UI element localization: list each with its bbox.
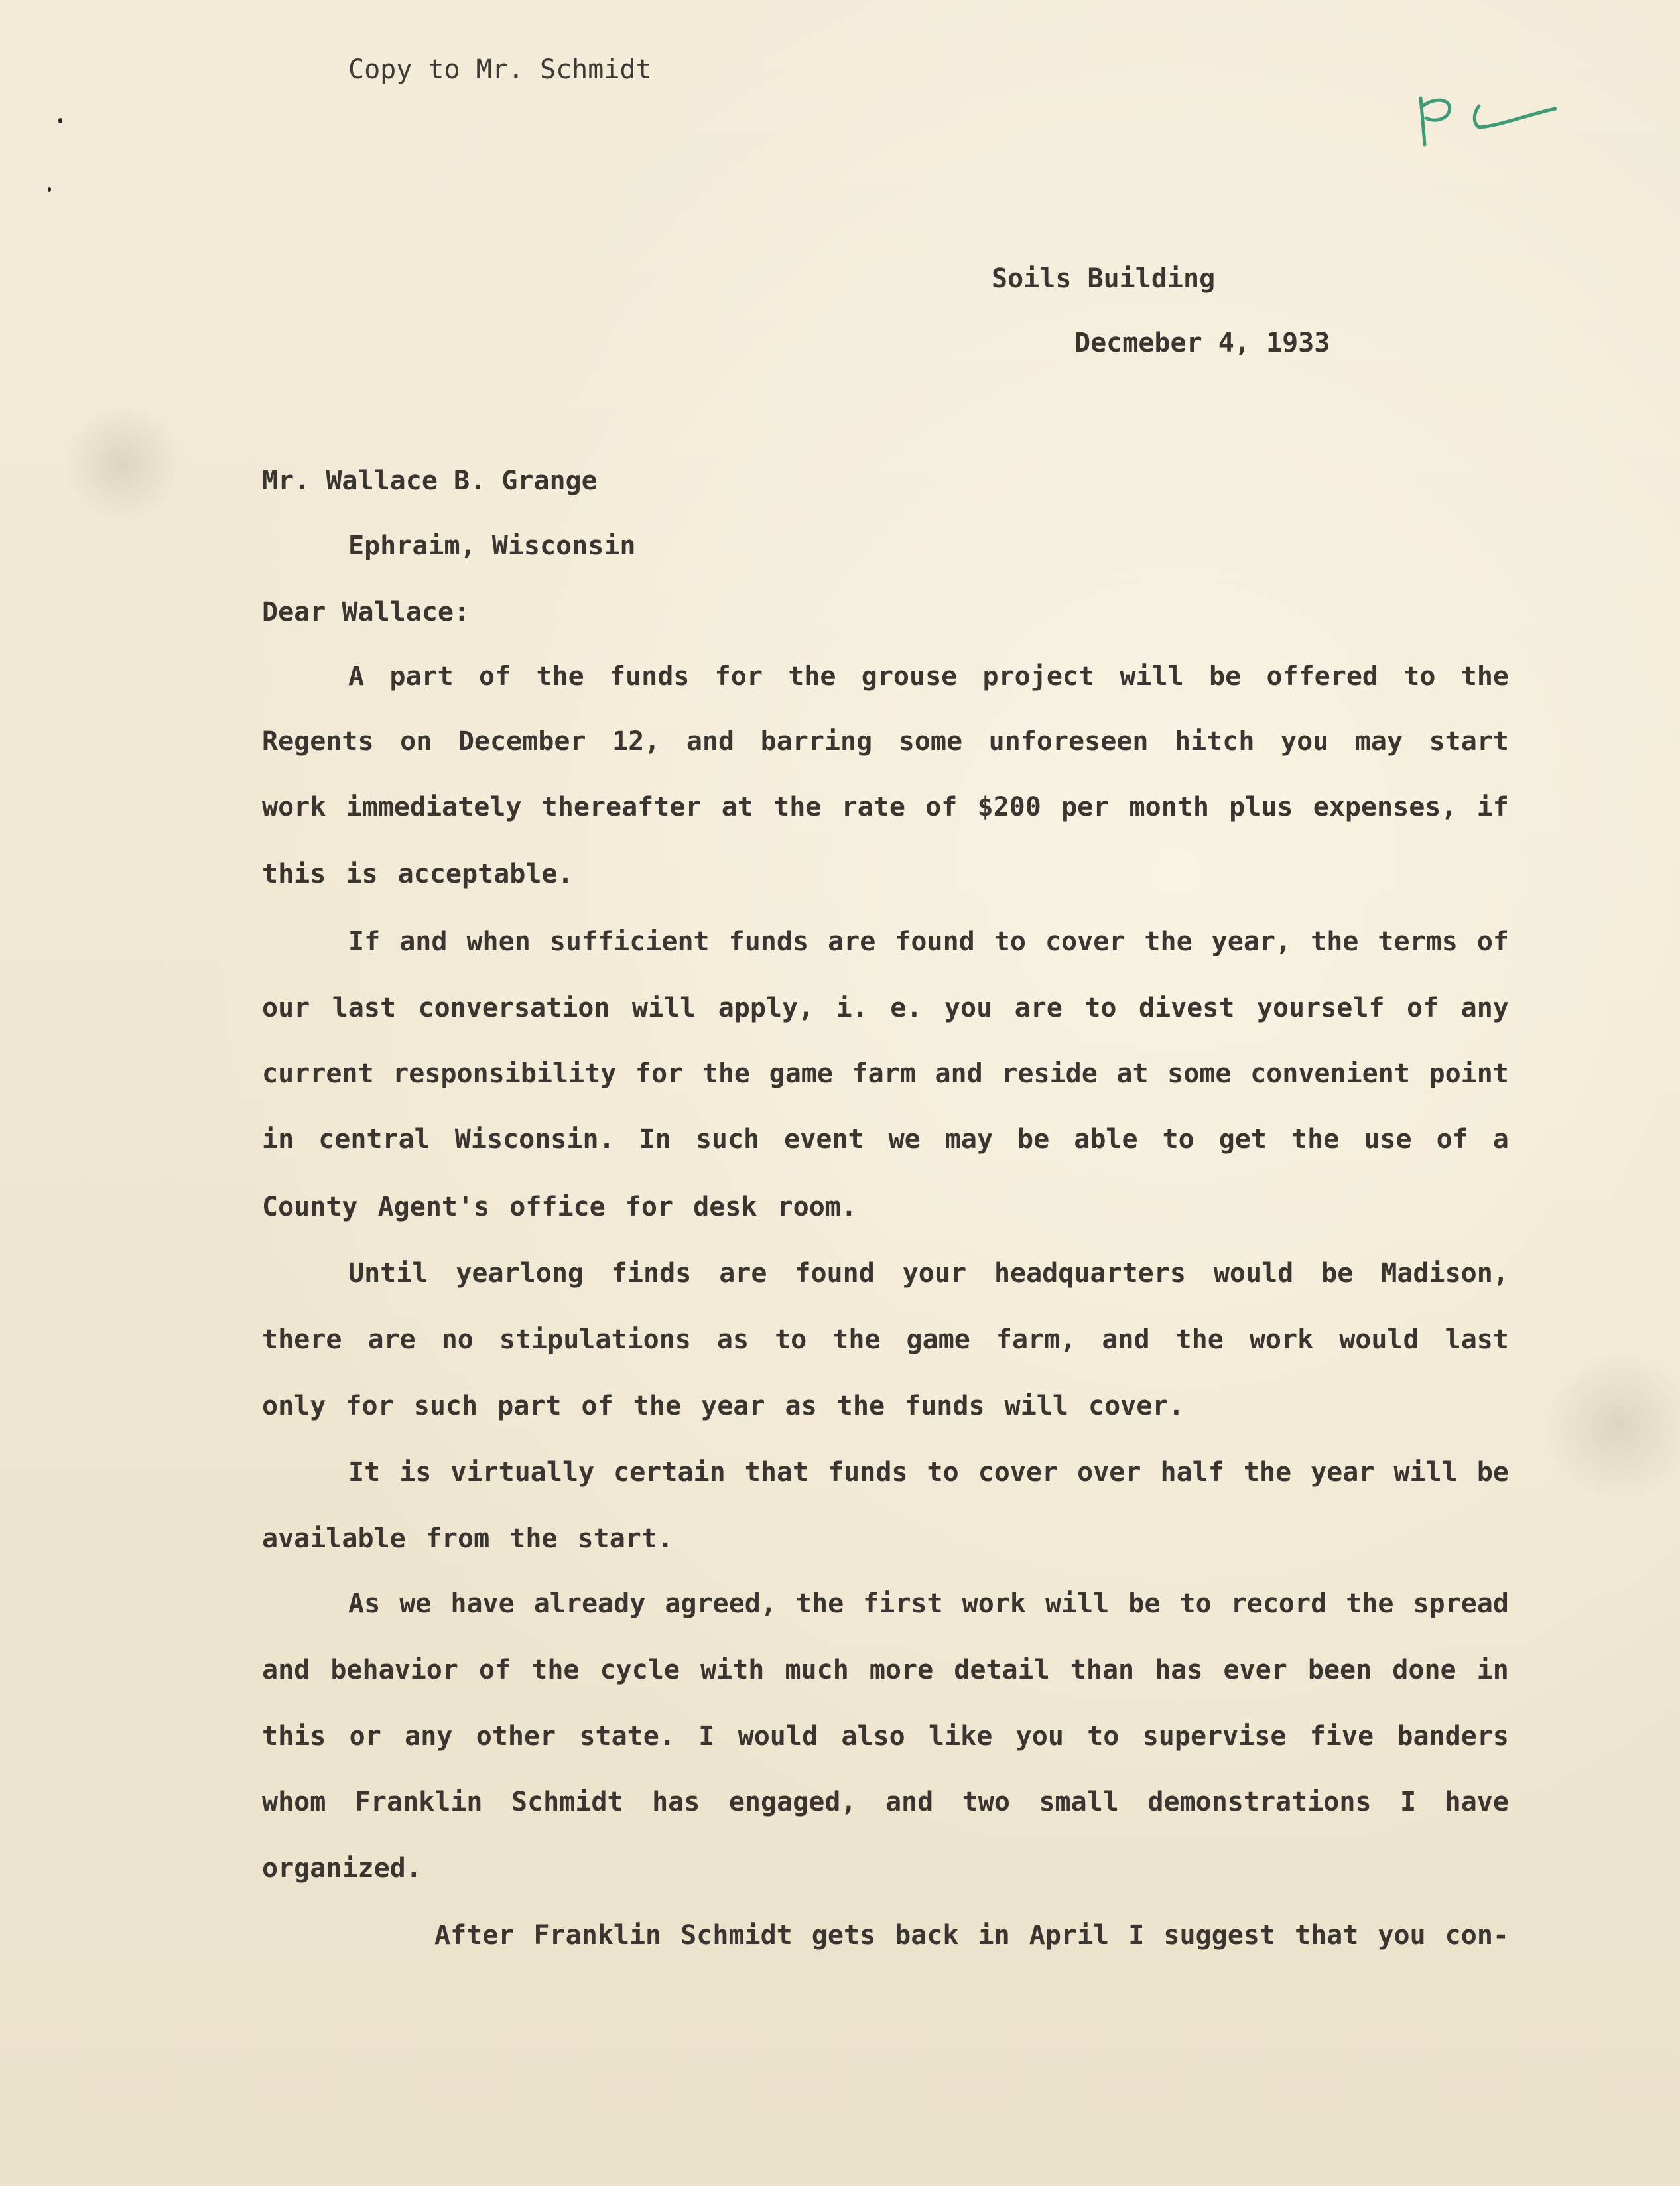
word: able xyxy=(1074,1124,1138,1155)
copy-note: Copy to Mr. Schmidt xyxy=(348,54,652,85)
word: much xyxy=(785,1655,849,1685)
word: also xyxy=(841,1721,905,1752)
word: with xyxy=(700,1655,765,1685)
word: are xyxy=(1014,993,1063,1023)
body-line xyxy=(262,1123,1509,1156)
word: you xyxy=(1280,726,1329,757)
word: grouse xyxy=(861,661,958,692)
word: of xyxy=(1436,1124,1468,1155)
word: last xyxy=(1445,1324,1509,1355)
word: spread xyxy=(1413,1588,1509,1619)
word: rate xyxy=(841,792,905,822)
word: or xyxy=(349,1721,381,1752)
body-line: County Agent's office for desk room. xyxy=(262,1192,857,1222)
word: more xyxy=(869,1655,934,1685)
word: demonstrations xyxy=(1147,1787,1372,1817)
body-line xyxy=(262,1057,1509,1090)
word: may xyxy=(1354,726,1403,757)
word: yourself xyxy=(1256,993,1385,1023)
body-line xyxy=(262,1785,1509,1819)
word: to xyxy=(927,1457,959,1488)
ink-speck xyxy=(58,118,62,123)
word: conversation xyxy=(418,993,610,1023)
word: suggest xyxy=(1163,1920,1275,1951)
word: like xyxy=(929,1721,993,1752)
handwritten-initials-mark xyxy=(1413,86,1572,159)
word: are xyxy=(828,927,876,957)
word: barring xyxy=(760,726,873,757)
word: funds xyxy=(728,927,809,957)
word: over xyxy=(1077,1457,1141,1488)
word: of xyxy=(925,792,958,822)
word: in xyxy=(262,1124,294,1155)
word: point xyxy=(1429,1059,1509,1089)
word: been xyxy=(1307,1655,1372,1685)
word: our xyxy=(262,993,310,1023)
word: ever xyxy=(1223,1655,1287,1685)
word: when xyxy=(466,927,531,957)
word: at xyxy=(1116,1059,1149,1089)
word: and xyxy=(399,927,448,957)
word: back xyxy=(895,1920,959,1951)
body-line: this is acceptable. xyxy=(262,859,574,889)
page-smudge xyxy=(63,405,182,524)
word: for xyxy=(714,661,763,692)
word: After xyxy=(434,1920,515,1951)
word: the xyxy=(788,661,836,692)
word: part xyxy=(389,661,454,692)
word: the xyxy=(1311,927,1359,957)
word: as xyxy=(716,1324,749,1355)
word: cycle xyxy=(600,1655,680,1685)
word: detail xyxy=(954,1655,1050,1685)
word: cover xyxy=(978,1457,1059,1488)
letter-date: Decmeber 4, 1933 xyxy=(1074,328,1330,358)
word: Franklin xyxy=(533,1920,662,1951)
word: $200 xyxy=(977,792,1041,822)
word: In xyxy=(639,1124,671,1155)
word: Until xyxy=(348,1258,428,1289)
word: will xyxy=(631,993,696,1023)
body-line: only for such part of the year as the funds will cover. xyxy=(262,1391,1185,1421)
word: to xyxy=(1179,1588,1212,1619)
word: be xyxy=(1128,1588,1161,1619)
word: have xyxy=(450,1588,515,1619)
body-line xyxy=(262,791,1509,824)
word: agreed, xyxy=(665,1588,777,1619)
word: that xyxy=(1295,1920,1359,1951)
word: to xyxy=(994,927,1026,957)
word: cover xyxy=(1045,927,1126,957)
word: at xyxy=(721,792,753,822)
word: the xyxy=(832,1324,881,1355)
word: behavior xyxy=(330,1655,458,1685)
word: the xyxy=(1460,661,1509,692)
word: this xyxy=(262,1721,326,1752)
word: you xyxy=(944,993,993,1023)
word: any xyxy=(405,1721,453,1752)
word: 12, xyxy=(612,726,661,757)
word: and xyxy=(885,1787,934,1817)
word: last xyxy=(332,993,397,1023)
body-line xyxy=(348,925,1509,958)
salutation: Dear Wallace: xyxy=(262,597,470,627)
word: current xyxy=(262,1059,374,1089)
word: work xyxy=(1249,1324,1314,1355)
word: apply, xyxy=(718,993,814,1023)
word: no xyxy=(441,1324,474,1355)
word: the xyxy=(1144,927,1193,957)
word: found xyxy=(895,927,975,957)
word: will xyxy=(1120,661,1184,692)
word: virtually xyxy=(450,1457,595,1488)
word: reside xyxy=(1002,1059,1098,1089)
word: hitch xyxy=(1175,726,1255,757)
word: farm, xyxy=(996,1324,1076,1355)
word: to xyxy=(1084,993,1117,1023)
word: the xyxy=(536,661,584,692)
word: to xyxy=(775,1324,807,1355)
word: would xyxy=(1213,1258,1294,1289)
word: state. xyxy=(579,1721,675,1752)
word: I xyxy=(1128,1920,1145,1951)
word: It xyxy=(348,1457,381,1488)
word: responsibility xyxy=(393,1059,617,1089)
body-line: organized. xyxy=(262,1853,422,1884)
word: thereafter xyxy=(541,792,702,822)
word: in xyxy=(978,1920,1010,1951)
word: Wisconsin. xyxy=(454,1124,615,1155)
body-line xyxy=(348,660,1509,693)
body-line xyxy=(262,1720,1509,1753)
word: will xyxy=(1393,1457,1458,1488)
word: five xyxy=(1309,1721,1374,1752)
word: the xyxy=(795,1588,844,1619)
page-smudge xyxy=(1539,1353,1680,1499)
word: yearlong xyxy=(456,1258,584,1289)
word: such xyxy=(695,1124,760,1155)
sender-location: Soils Building xyxy=(992,263,1216,294)
recipient-name: Mr. Wallace B. Grange xyxy=(262,466,598,496)
word: found xyxy=(795,1258,875,1289)
word: headquarters xyxy=(994,1258,1186,1289)
word: are xyxy=(367,1324,416,1355)
word: funds xyxy=(828,1457,908,1488)
word: A xyxy=(348,661,365,692)
word: other xyxy=(476,1721,556,1752)
word: on xyxy=(400,726,432,757)
word: work xyxy=(962,1588,1026,1619)
word: already xyxy=(533,1588,646,1619)
body-line xyxy=(262,1653,1509,1687)
word: we xyxy=(399,1588,432,1619)
body-line xyxy=(262,992,1509,1025)
word: whom xyxy=(262,1787,326,1817)
word: you xyxy=(1378,1920,1426,1951)
word: unforeseen xyxy=(988,726,1149,757)
word: project xyxy=(982,661,1095,692)
word: immediately xyxy=(346,792,522,822)
word: per xyxy=(1061,792,1110,822)
body-line xyxy=(434,1919,1509,1952)
word: finds xyxy=(611,1258,692,1289)
word: If xyxy=(348,927,381,957)
body-line xyxy=(262,725,1509,758)
word: e. xyxy=(890,993,923,1023)
word: any xyxy=(1460,993,1509,1023)
word: half xyxy=(1160,1457,1224,1488)
word: Schmidt xyxy=(511,1787,623,1817)
word: game xyxy=(769,1059,833,1089)
word: be xyxy=(1208,661,1242,692)
word: are xyxy=(719,1258,767,1289)
word: have xyxy=(1445,1787,1509,1817)
word: has xyxy=(652,1787,700,1817)
word: game xyxy=(906,1324,970,1355)
word: of xyxy=(1407,993,1439,1023)
word: month xyxy=(1129,792,1209,822)
word: use xyxy=(1364,1124,1412,1155)
ink-speck xyxy=(48,187,51,192)
word: Madison, xyxy=(1381,1258,1509,1289)
word: the xyxy=(1243,1457,1292,1488)
word: the xyxy=(1175,1324,1224,1355)
word: supervise xyxy=(1142,1721,1287,1752)
recipient-address: Ephraim, Wisconsin xyxy=(348,531,636,561)
word: Franklin xyxy=(354,1787,483,1817)
word: December xyxy=(458,726,586,757)
word: the xyxy=(531,1655,580,1685)
word: and xyxy=(262,1655,310,1685)
word: offered xyxy=(1266,661,1379,692)
word: certain xyxy=(614,1457,726,1488)
word: of xyxy=(478,661,511,692)
word: we xyxy=(888,1124,921,1155)
word: two xyxy=(962,1787,1010,1817)
word: gets xyxy=(811,1920,876,1951)
word: would xyxy=(738,1721,818,1752)
word: some xyxy=(898,726,963,757)
word: the xyxy=(1346,1588,1394,1619)
word: sufficient xyxy=(549,927,710,957)
word: As xyxy=(348,1588,381,1619)
word: April xyxy=(1029,1920,1110,1951)
word: expenses, xyxy=(1313,792,1457,822)
body-line xyxy=(348,1587,1509,1620)
word: the xyxy=(702,1059,751,1089)
word: and xyxy=(935,1059,983,1089)
word: if xyxy=(1476,792,1509,822)
word: for xyxy=(635,1059,684,1089)
word: of xyxy=(479,1655,511,1685)
word: i. xyxy=(836,993,868,1023)
word: will xyxy=(1045,1588,1110,1619)
word: first xyxy=(863,1588,943,1619)
word: to xyxy=(1403,661,1436,692)
word: you xyxy=(1015,1721,1064,1752)
word: year, xyxy=(1211,927,1292,957)
word: be xyxy=(1476,1457,1509,1488)
word: Schmidt xyxy=(680,1920,793,1951)
word: farm xyxy=(852,1059,916,1089)
word: terms xyxy=(1378,927,1458,957)
body-line xyxy=(262,1323,1509,1356)
word: Regents xyxy=(262,726,374,757)
word: be xyxy=(1321,1258,1354,1289)
word: get xyxy=(1218,1124,1267,1155)
word: is xyxy=(399,1457,432,1488)
word: to xyxy=(1162,1124,1195,1155)
word: start xyxy=(1429,726,1509,757)
word: I xyxy=(698,1721,715,1752)
word: year xyxy=(1311,1457,1375,1488)
word: banders xyxy=(1397,1721,1509,1752)
word: there xyxy=(262,1324,342,1355)
word: plus xyxy=(1229,792,1293,822)
word: some xyxy=(1167,1059,1232,1089)
word: divest xyxy=(1138,993,1235,1023)
word: stipulations xyxy=(499,1324,691,1355)
word: your xyxy=(902,1258,967,1289)
word: be xyxy=(1017,1124,1050,1155)
word: and xyxy=(1102,1324,1150,1355)
word: funds xyxy=(609,661,690,692)
word: may xyxy=(944,1124,994,1155)
word: event xyxy=(784,1124,864,1155)
word: that xyxy=(744,1457,809,1488)
word: the xyxy=(1291,1124,1340,1155)
word: record xyxy=(1230,1588,1327,1619)
word: a xyxy=(1492,1124,1509,1155)
body-line: available from the start. xyxy=(262,1523,674,1554)
word: small xyxy=(1039,1787,1119,1817)
body-line xyxy=(348,1456,1509,1489)
word: has xyxy=(1155,1655,1203,1685)
body-line xyxy=(348,1257,1509,1290)
word: con- xyxy=(1445,1920,1509,1951)
word: central xyxy=(318,1124,430,1155)
word: in xyxy=(1476,1655,1509,1685)
word: work xyxy=(262,792,326,822)
word: engaged, xyxy=(728,1787,857,1817)
word: done xyxy=(1392,1655,1456,1685)
word: and xyxy=(686,726,735,757)
word: to xyxy=(1087,1721,1120,1752)
word: would xyxy=(1339,1324,1419,1355)
word: I xyxy=(1400,1787,1417,1817)
word: of xyxy=(1476,927,1509,957)
word: than xyxy=(1070,1655,1135,1685)
word: the xyxy=(773,792,822,822)
word: convenient xyxy=(1250,1059,1410,1089)
